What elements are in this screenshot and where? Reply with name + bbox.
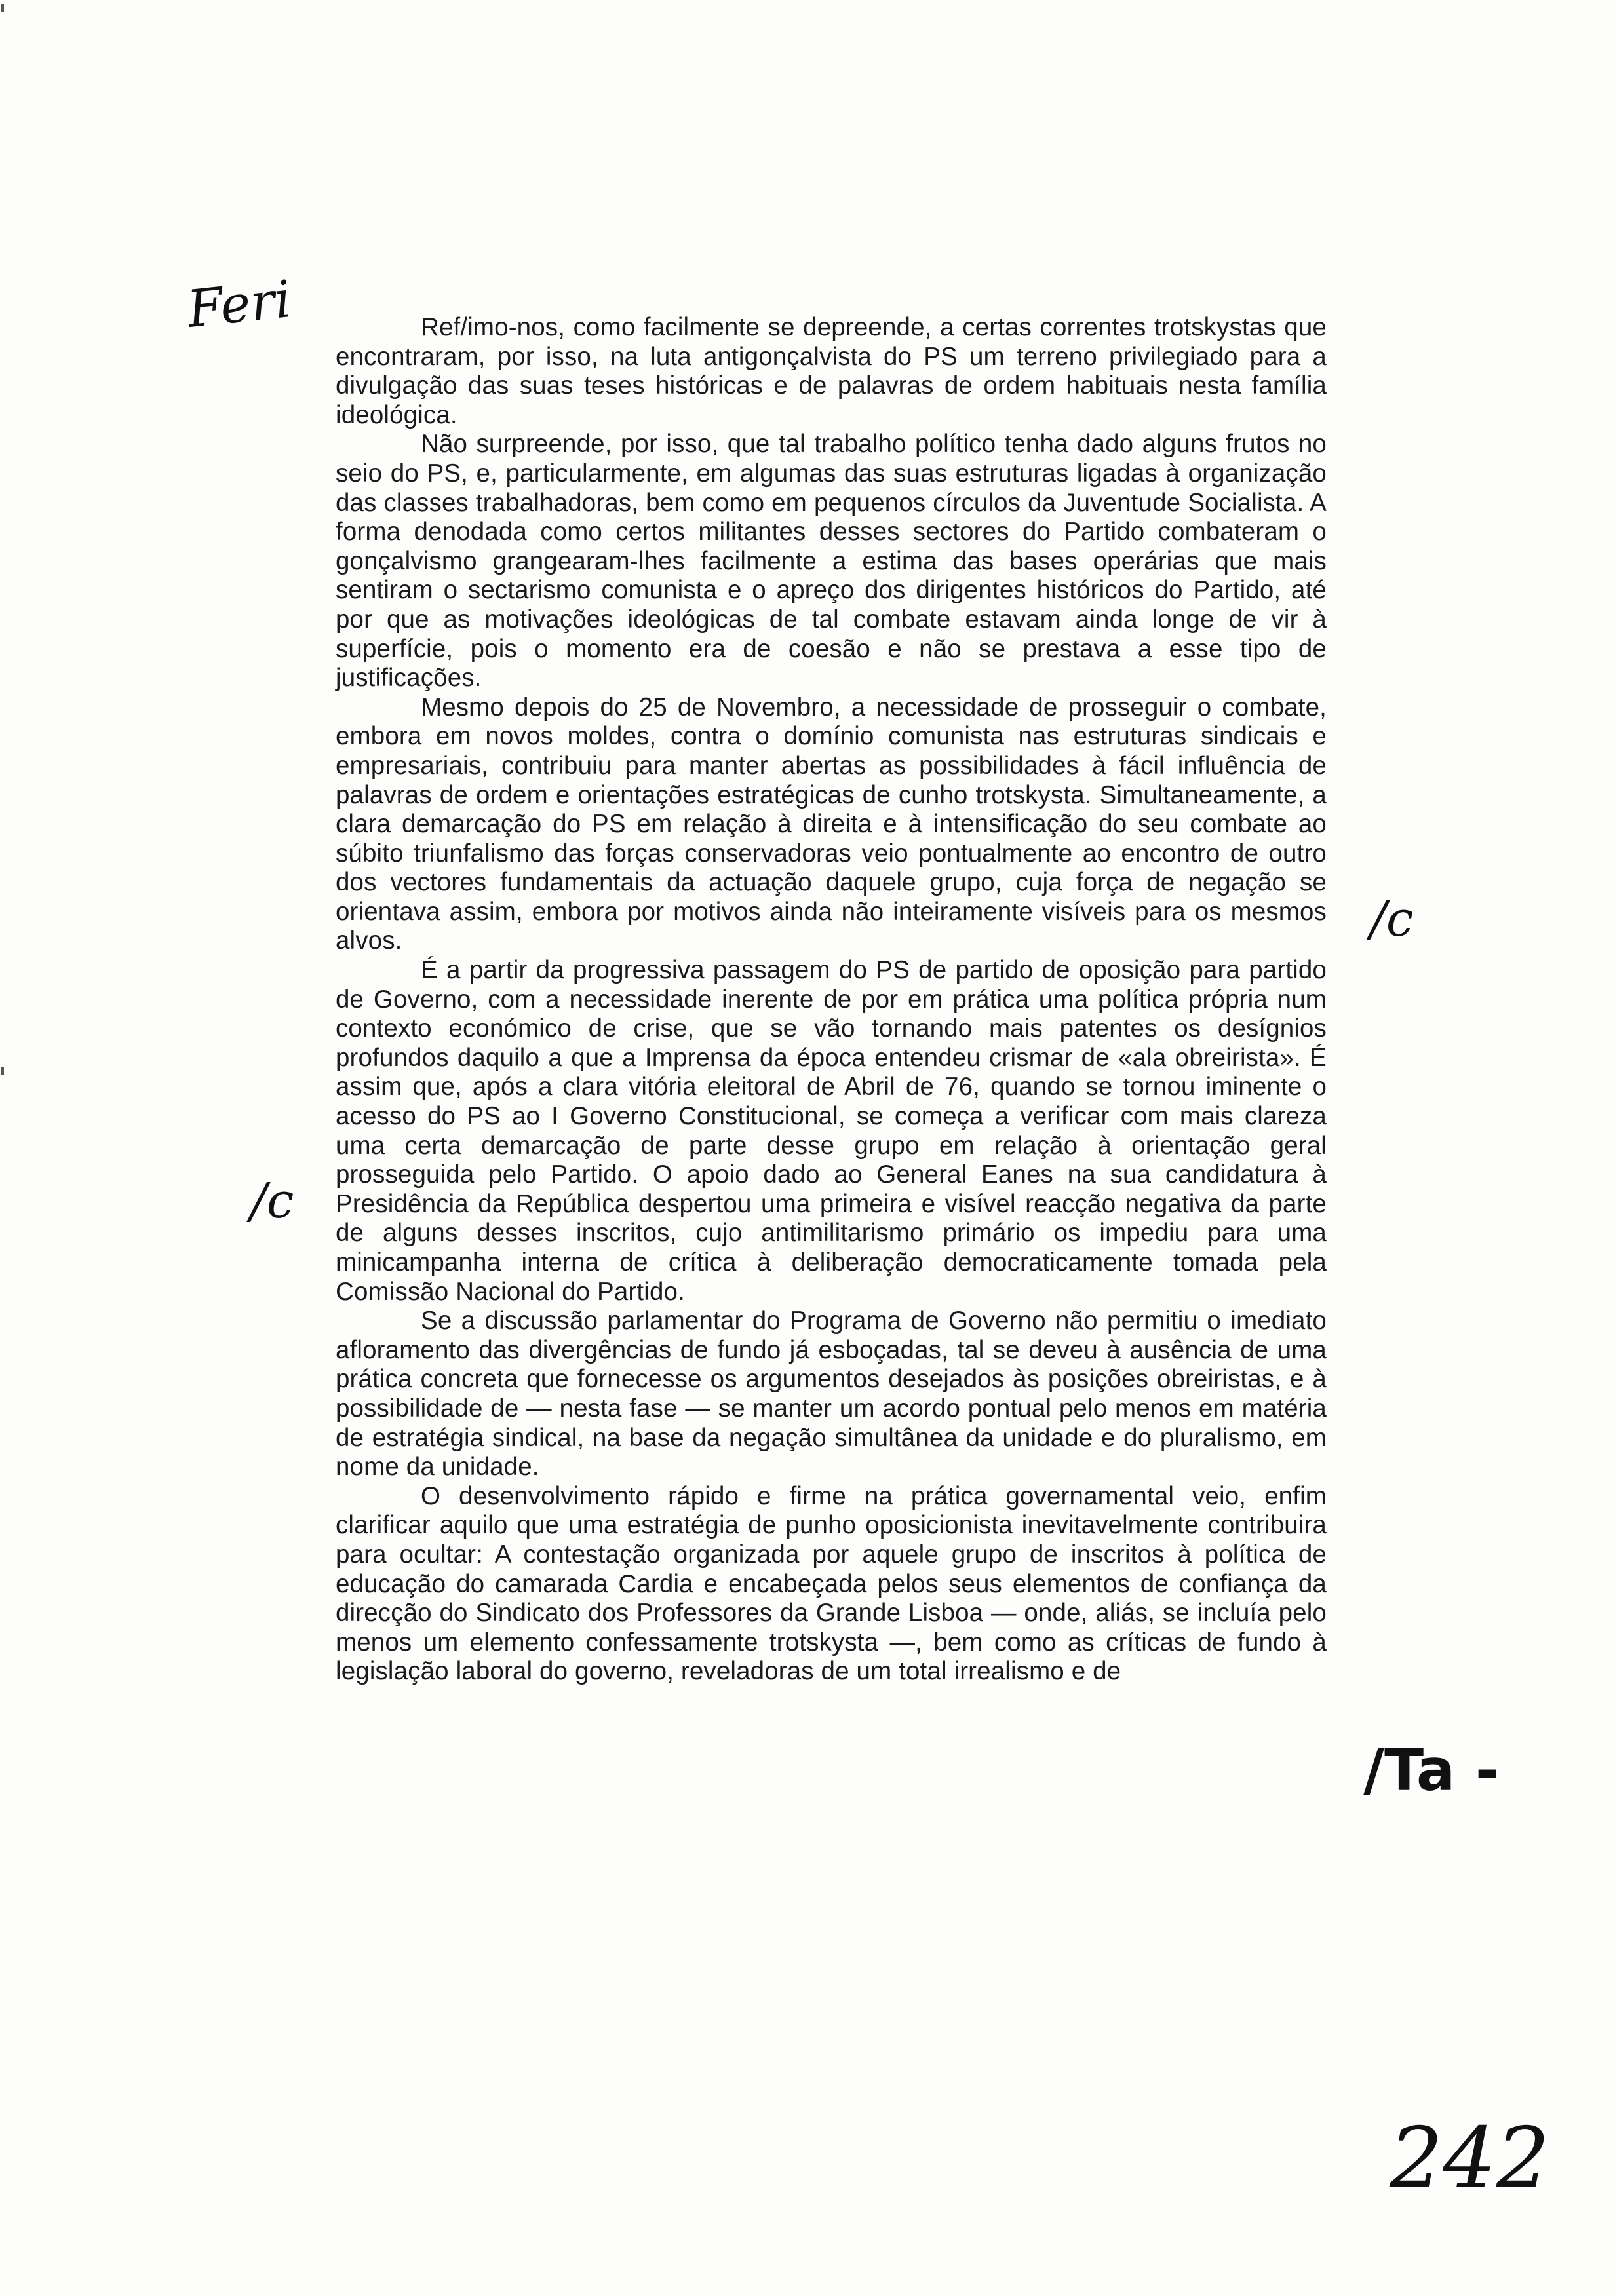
- handwritten-note-right-margin-lower: /Ta -: [1363, 1736, 1500, 1804]
- paragraph-5: Se a discussão parlamentar do Programa de Governo não permitiu o imediato afloramento das divergências de fundo já esboçadas, tal se deveu à ausência de uma prática concreta que fornecesse os argumentos desejados às posições obreiristas, e à possibilidade de — nesta fase — se manter um acordo pontual pelo menos em matéria de estratégia sindical, na base da negação simultânea da unidade e do pluralismo, em nome da unidade.: [336, 1307, 1327, 1482]
- handwritten-page-number: 242: [1390, 2110, 1550, 2208]
- paragraph-3: Mesmo depois do 25 de Novembro, a necessidade de prosseguir o combate, embora em novos moldes, contra o domínio comunista nas estruturas sindicais e empresariais, contribuiu para manter abertas as possibilidades à fácil influência de palavras de ordem e orientações estratégicas de cunho trotskysta. Simultaneamente, a clara demarcação do PS em relação à direita e à intensificação do seu combate ao súbito triunfalismo das forças conservadoras veio pontualmente ao encontro de outro dos vectores fundamentais da actuação daquele grupo, cuja força de negação se orientava assim, embora por motivos ainda não inteiramente visíveis para os mesmos alvos.: [336, 693, 1327, 955]
- document-body: [336, 313, 1327, 1687]
- handwritten-note-left-margin: /c: [250, 1173, 294, 1229]
- paragraph-2: Não surpreende, por isso, que tal trabalho político tenha dado alguns frutos no seio do PS, e, particularmente, em algumas das suas estruturas ligadas à organização das classes trabalhadoras, bem como em pequenos círculos da Juventude Socialista. A forma denodada como certos militantes desses sectores do Partido combateram o gonçalvismo grangearam-lhes facilmente a estima das bases operárias que mais sentiram o sectarismo comunista e o apreço dos dirigentes históricos do Partido, até por que as motivações ideológicas de tal combate estavam ainda longe de vir à superfície, pois o momento era de coesão e não se prestava a esse tipo de justificações.: [336, 430, 1327, 693]
- paragraph-1: Ref/imo-nos, como facilmente se depreende, a certas correntes trotskystas que encontraram, por isso, na luta antigonçalvista do PS um terreno privilegiado para a divulgação das suas teses históricas e de palavras de ordem habituais nesta família ideológica.: [336, 313, 1327, 429]
- paragraph-4: É a partir da progressiva passagem do PS de partido de oposição para partido de Governo, com a necessidade inerente de por em prática uma política própria num contexto económico de crise, que se vão tornando mais patentes os desígnios profundos daquilo a que a Imprensa da época entendeu crismar de «ala obreirista». É assim que, após a clara vitória eleitoral de Abril de 76, quando se tornou iminente o acesso do PS ao I Governo Constitucional, se começa a verificar com mais clareza uma certa demarcação de parte desse grupo em relação à orientação geral prosseguida pelo Partido. O apoio dado ao General Eanes na sua candidatura à Presidência da República despertou uma primeira e visível reacção negativa da parte de alguns desses inscritos, cujo antimilitarismo primário os impediu para uma minicampanha interna de crítica à deliberação democraticamente tomada pela Comissão Nacional do Partido.: [336, 956, 1327, 1306]
- handwritten-note-right-margin: /c: [1370, 891, 1414, 947]
- paragraph-6: O desenvolvimento rápido e firme na prática governamental veio, enfim clarificar aquilo que uma estratégia de punho oposicionista inevitavelmente contribuira para ocultar: A contestação organizada por aquele grupo de inscritos à política de educação do camarada Cardia e encabeçada pelos seus elementos de confiança da direcção do Sindicato dos Professores da Grande Lisboa — onde, aliás, se incluía pelo menos um elemento confessamente trotskysta —, bem como as críticas de fundo à legislação laboral do governo, reveladoras de um total irrealismo e de: [336, 1482, 1327, 1686]
- scan-edge-mark: [1, 1067, 4, 1075]
- scan-edge-mark: [1, 4, 4, 12]
- handwritten-note-feri: Feri: [184, 269, 294, 340]
